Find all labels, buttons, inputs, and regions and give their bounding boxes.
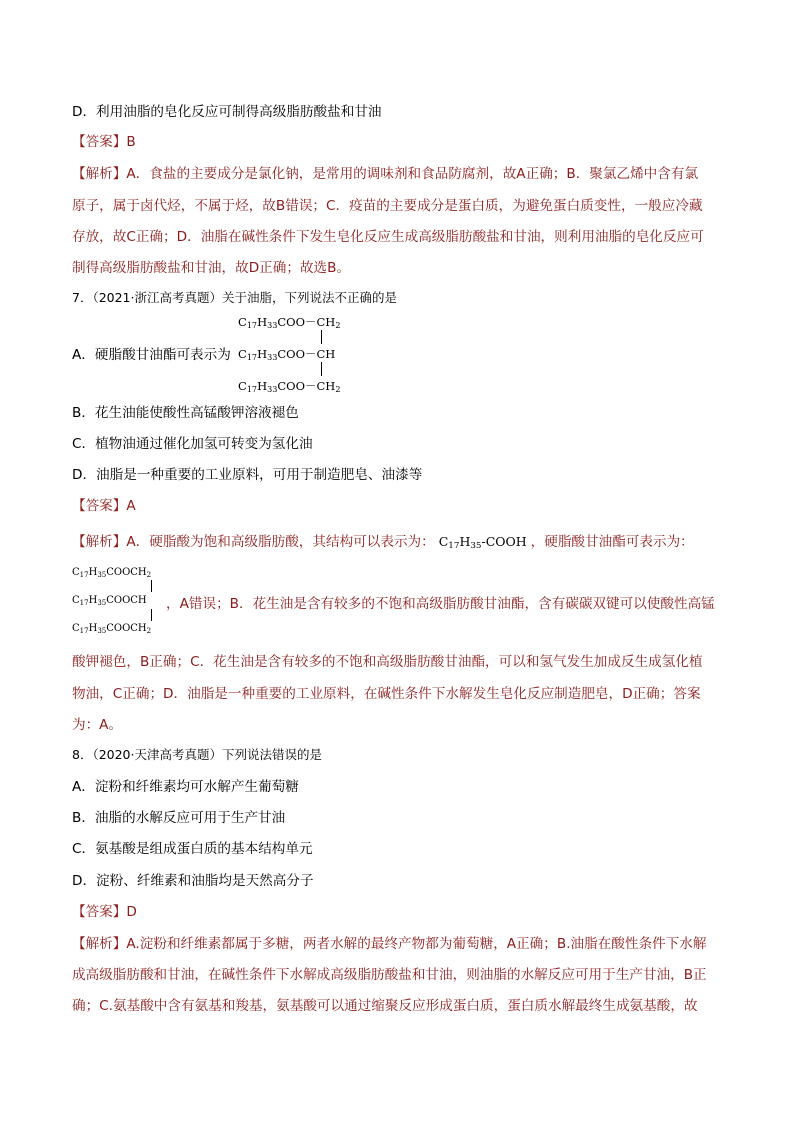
q8-analysis-line: 成高级脂肪酸和甘油，在碱性条件下水解成高级脂肪酸盐和甘油，则油脂的水解反应可用于生产甘油，B正	[72, 967, 707, 983]
answer-value: D	[126, 904, 137, 920]
answer-value: A	[126, 498, 136, 514]
q8-stem: 8．（2020·天津高考真题）下列说法错误的是	[72, 747, 322, 762]
q8-analysis-line: 确；C.氨基酸中含有氨基和羧基，氨基酸可以通过缩聚反应形成蛋白质，蛋白质水解最终生成氨基酸，故	[72, 998, 698, 1014]
bond-line	[151, 580, 152, 592]
formula-row-2: $C_{17}H_{33}COO-CH$	[238, 347, 336, 362]
q8-option-d: D．淀粉、纤维素和油脂均是天然高分子	[72, 873, 314, 889]
answer-label: 【答案】	[72, 904, 127, 920]
q7-stem: 7．（2021·浙江高考真题）关于油脂，下列说法不正确的是	[72, 290, 397, 305]
bond-line	[151, 609, 152, 621]
q7-analysis-line: 为：A。	[72, 717, 123, 733]
q8-option-b: B．油脂的水解反应可用于生产甘油	[72, 810, 286, 826]
q8-option-a: A．淀粉和纤维素均可水解产生葡萄糖	[72, 779, 299, 795]
answer-label: 【答案】	[72, 498, 127, 514]
bond-line	[321, 362, 322, 376]
q6-answer	[72, 133, 732, 151]
q8-option-c: C．氨基酸是组成蛋白质的基本结构单元	[72, 841, 313, 857]
q6-analysis-line: 原子，属于卤代烃，不属于烃，故B错误；C．疫苗的主要成分是蛋白质，为避免蛋白质变性，一般应冷藏	[72, 198, 703, 214]
q6-option-d: D．利用油脂的皂化反应可制得高级脂肪酸盐和甘油	[72, 104, 382, 120]
answer-label: 【答案】	[72, 134, 127, 150]
q7-analysis-line: 【解析】A．硬脂酸为饱和高级脂肪酸，其结构可以表示为： $C_{17}H_{35}$-COOH ，硬脂酸甘油酯可表示为：	[72, 534, 694, 551]
stearic-acid-formula: $C_{17}H_{35}$-COOH	[434, 534, 527, 551]
q7-answer	[72, 497, 732, 515]
q6-analysis-line: 制得高级脂肪酸盐和甘油，故D正确；故选B。	[72, 260, 351, 276]
formula-row-1: $C_{17}H_{33}COO-CH_2$	[238, 315, 341, 330]
q7-option-c: C．植物油通过催化加氢可转变为氢化油	[72, 436, 313, 452]
q6-analysis-line: 存放，故C正确；D．油脂在碱性条件下发生皂化反应生成高级脂肪酸盐和甘油，则利用油脂的皂化反应可	[72, 229, 704, 245]
bond-line	[321, 330, 322, 344]
q7-option-d: D．油脂是一种重要的工业原料，可用于制造肥皂、油漆等	[72, 467, 423, 483]
formula-row-3: $C_{17}H_{33}COO-CH_2$	[238, 379, 341, 394]
q7-option-b: B．花生油能使酸性高锰酸钾溶液褪色	[72, 405, 299, 421]
q8-analysis-line: 【解析】A.淀粉和纤维素都属于多糖，两者水解的最终产物都为葡萄糖，A正确；B.油脂在酸性条件下水解	[72, 936, 707, 952]
small-formula-row-2: $C_{17}H_{35}COOCH$	[72, 595, 147, 607]
q7-option-a: A．硬脂酸甘油酯可表示为	[72, 347, 231, 363]
q7-analysis-line: 酸钾褪色，B正确；C．花生油是含有较多的不饱和高级脂肪酸甘油酯，可以和氢气发生加成反生成氢化植	[72, 654, 703, 670]
small-formula-row-3: $C_{17}H_{35}COOCH_2$	[72, 623, 152, 635]
answer-value: B	[126, 134, 136, 150]
q7-analysis-line: ，A错误；B．花生油是含有较多的不饱和高级脂肪酸甘油酯，含有碳碳双键可以使酸性高锰	[166, 596, 715, 612]
q7-analysis-line: 物油，C正确；D．油脂是一种重要的工业原料，在碱性条件下水解发生皂化反应制造肥皂，D正确；答案	[72, 686, 701, 702]
q8-answer	[72, 903, 732, 921]
q6-analysis-line: 【解析】A．食盐的主要成分是氯化钠，是常用的调味剂和食品防腐剂，故A正确；B．聚氯乙烯中含有氯	[72, 166, 699, 182]
small-formula-row-1: $C_{17}H_{35}COOCH_2$	[72, 567, 152, 579]
